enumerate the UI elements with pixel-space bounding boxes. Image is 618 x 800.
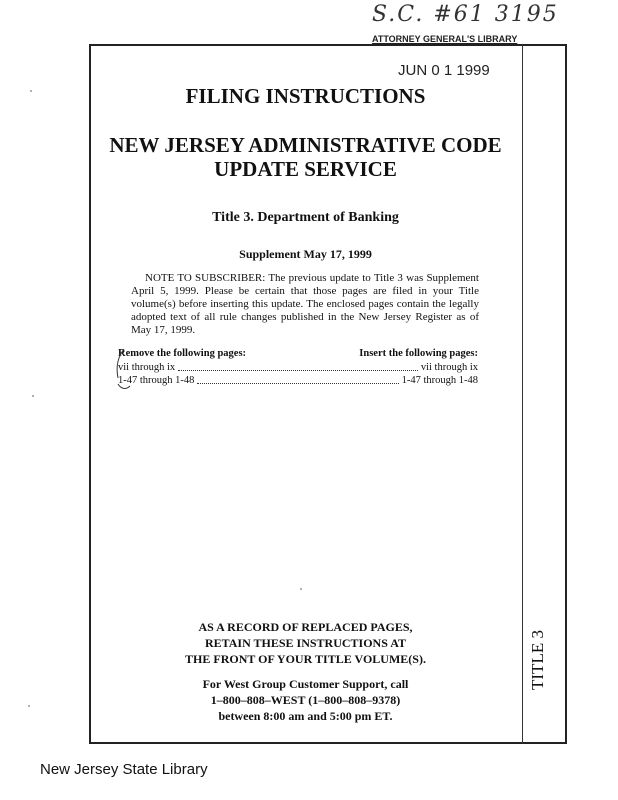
side-tab-label: TITLE 3 [528, 630, 547, 690]
footer-library-name: New Jersey State Library [40, 761, 208, 778]
remove-pages: 1-47 through 1-48 [118, 375, 195, 386]
table-row [118, 361, 478, 374]
leader-dots [178, 370, 418, 371]
remove-header: Remove the following pages: [118, 348, 247, 359]
scan-speck [300, 588, 302, 590]
scan-speck [28, 705, 30, 707]
support-line1: For West Group Customer Support, call [202, 677, 409, 691]
record-line3: THE FRONT OF YOUR TITLE VOLUME(S). [185, 652, 426, 666]
insert-pages: 1-47 through 1-48 [401, 375, 478, 386]
side-tab-divider [522, 44, 523, 744]
scan-speck [30, 90, 32, 92]
document-heading: FILING INSTRUCTIONS [185, 84, 426, 108]
library-stamp: ATTORNEY GENERAL'S LIBRARY [372, 34, 518, 44]
page-replacement-table [118, 347, 478, 387]
support-hours: between 8:00 am and 5:00 pm ET. [218, 709, 393, 723]
support-phone: 1–800–808–WEST (1–800–808–9378) [210, 693, 401, 707]
remove-pages: vii through ix [118, 362, 176, 373]
code-title-line2: UPDATE SERVICE [214, 157, 397, 181]
scan-speck [32, 395, 34, 397]
code-title-line1: NEW JERSEY ADMINISTRATIVE CODE [109, 133, 502, 157]
subscriber-note: NOTE TO SUBSCRIBER: The previous update to Title 3 was Supplement April 5, 1999. Please be certain that those pages are filed in your Title volume(s) before inserting this update. The enclosed pages contain the legally adopted text of all rule changes published in the New Jersey Register as of May 17, 1999. [131, 272, 479, 336]
supplement-date: Supplement May 17, 1999 [239, 247, 372, 261]
leader-dots [197, 383, 398, 384]
insert-header: Insert the following pages: [359, 348, 478, 359]
date-stamp: JUN 0 1 1999 [398, 62, 490, 79]
insert-pages: vii through ix [420, 362, 478, 373]
check-mark-icon [112, 346, 134, 398]
handwritten-note: S.C. #61 3195 [372, 2, 559, 27]
record-line1: AS A RECORD OF REPLACED PAGES, [198, 620, 413, 634]
table-row [118, 374, 478, 387]
title-line: Title 3. Department of Banking [212, 210, 399, 225]
record-line2: RETAIN THESE INSTRUCTIONS AT [204, 636, 407, 650]
table-header [118, 347, 478, 360]
